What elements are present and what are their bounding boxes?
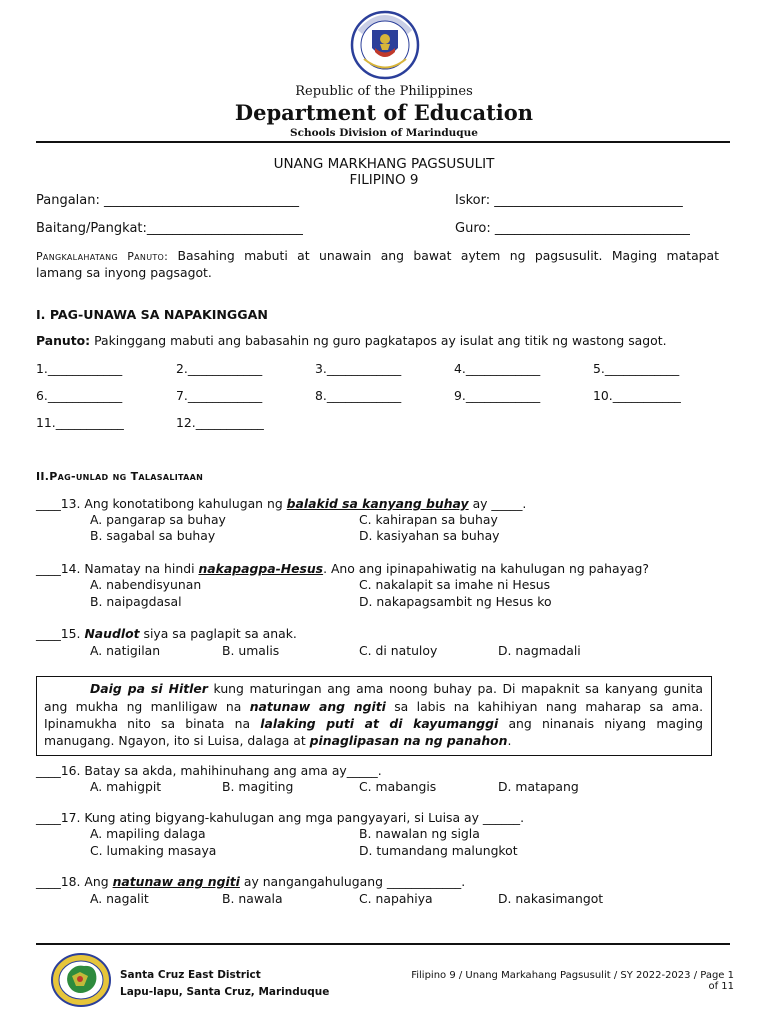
question-18-choice-a[interactable]: A. nagalit bbox=[90, 891, 149, 906]
name-field[interactable]: Pangalan: ______________________________ bbox=[36, 193, 300, 208]
question-18-choice-b[interactable]: B. nawala bbox=[222, 891, 283, 906]
department-title: Department of Education bbox=[234, 100, 534, 125]
question-15-choice-a[interactable]: A. natigilan bbox=[90, 643, 161, 658]
answer-blank-9[interactable]: 9.____________ bbox=[454, 388, 541, 403]
general-instructions-label: Pangkalahatang Panuto: bbox=[36, 250, 169, 263]
question-15-keyword: Naudlot bbox=[84, 626, 140, 641]
header-divider bbox=[36, 141, 730, 143]
question-17-choice-d[interactable]: D. tumandang malungkot bbox=[359, 843, 518, 858]
part1-directions bbox=[36, 333, 667, 348]
answer-blank-6[interactable]: 6.____________ bbox=[36, 388, 123, 403]
question-18-text-end: ay nangangahulugang ____________. bbox=[239, 874, 466, 889]
answer-blank-2[interactable]: 2.____________ bbox=[176, 361, 263, 376]
question-16-choice-c[interactable]: C. mabangis bbox=[359, 779, 437, 794]
answer-blank-3[interactable]: 3.____________ bbox=[315, 361, 402, 376]
footer-address: Lapu-lapu, Santa Cruz, Marinduque bbox=[120, 986, 330, 998]
passage-line-1 bbox=[90, 681, 703, 696]
passage-text-2a: ang mukha ng manliligaw na bbox=[44, 699, 250, 714]
part1-heading: I. PAG-UNAWA SA NAPAKINGGAN bbox=[36, 307, 268, 322]
question-17-choice-c[interactable]: C. lumaking masaya bbox=[90, 843, 217, 858]
question-15-stem bbox=[36, 626, 297, 641]
question-14-text-end: . Ano ang ipinapahiwatig na kahulugan ng pahayag? bbox=[323, 561, 649, 576]
passage-keyword-1: Daig pa si Hitler bbox=[90, 681, 208, 696]
answer-blank-12[interactable]: 12.___________ bbox=[176, 415, 264, 430]
question-13-stem bbox=[36, 496, 526, 511]
footer-district: Santa Cruz East District bbox=[120, 969, 261, 981]
passage-text-2b: sa labis na kahihiyan nang maharap sa ama. bbox=[385, 699, 704, 714]
question-18-text: ____18. Ang bbox=[36, 874, 113, 889]
general-instructions-line2: lamang sa inyong pagsagot. bbox=[36, 265, 212, 280]
score-field[interactable]: Iskor: _____________________________ bbox=[455, 193, 683, 208]
question-17-choice-b[interactable]: B. nawalan ng sigla bbox=[359, 826, 480, 841]
answer-blank-10[interactable]: 10.___________ bbox=[593, 388, 681, 403]
passage-text-4b: . bbox=[507, 733, 512, 748]
passage-text-4a: manugang. Ngayon, ito si Luisa, dalaga at bbox=[44, 733, 310, 748]
division-label: Schools Division of Marinduque bbox=[290, 127, 478, 139]
question-13-choice-a[interactable]: A. pangarap sa buhay bbox=[90, 512, 226, 527]
answer-blank-1[interactable]: 1.____________ bbox=[36, 361, 123, 376]
answer-blank-7[interactable]: 7.____________ bbox=[176, 388, 263, 403]
passage-text-1: kung maturingan ang ama noong buhay pa. Di mapaknit sa kanyang gunita bbox=[207, 681, 703, 696]
question-13-choice-c[interactable]: C. kahirapan sa buhay bbox=[359, 512, 498, 527]
question-17-stem: ____17. Kung ating bigyang-kahulugan ang mga pangyayari, si Luisa ay ______. bbox=[36, 810, 525, 825]
passage-text-3b: ang ninanais niyang maging bbox=[498, 716, 704, 731]
deped-seal-logo bbox=[350, 10, 420, 80]
passage-line-3 bbox=[44, 716, 703, 731]
general-instructions-line1 bbox=[36, 248, 719, 263]
grade-section-field[interactable]: Baitang/Pangkat:________________________ bbox=[36, 221, 303, 236]
footer-page-info: Filipino 9 / Unang Markahang Pagsusulit / SY 2022-2023 / Page 1 of 11 bbox=[411, 970, 734, 992]
question-16-choice-a[interactable]: A. mahigpit bbox=[90, 779, 162, 794]
question-13-choice-d[interactable]: D. kasiyahan sa buhay bbox=[359, 528, 500, 543]
exam-title: UNANG MARKHANG PAGSUSULIT bbox=[273, 156, 495, 172]
republic-label: Republic of the Philippines bbox=[295, 84, 473, 99]
question-14-keyword: nakapagpa-Hesus bbox=[198, 561, 324, 576]
part1-directions-label: Panuto: bbox=[36, 333, 91, 348]
exam-subject: FILIPINO 9 bbox=[349, 172, 419, 188]
question-13-choice-b[interactable]: B. sagabal sa buhay bbox=[90, 528, 216, 543]
part1-directions-text: Pakinggang mabuti ang babasahin ng guro pagkatapos ay isulat ang titik ng wastong sagot. bbox=[94, 333, 667, 348]
part2-heading: II.Pag-unlad ng Talasalitaan bbox=[36, 470, 204, 483]
passage-line-2 bbox=[44, 699, 703, 714]
question-13-text: ____13. Ang konotatibong kahulugan ng bbox=[36, 496, 287, 511]
question-15-text: ____15. bbox=[36, 626, 85, 641]
passage-keyword-3: lalaking puti at di kayumanggi bbox=[260, 716, 499, 731]
question-14-text: ____14. Namatay na hindi bbox=[36, 561, 199, 576]
question-14-choice-a[interactable]: A. nabendisyunan bbox=[90, 577, 202, 592]
question-16-choice-b[interactable]: B. magiting bbox=[222, 779, 294, 794]
question-18-choice-c[interactable]: C. napahiya bbox=[359, 891, 433, 906]
question-15-choice-d[interactable]: D. nagmadali bbox=[498, 643, 581, 658]
question-16-stem: ____16. Batay sa akda, mahihinuhang ang ama ay_____. bbox=[36, 763, 382, 778]
passage-line-4 bbox=[44, 733, 511, 748]
question-17-choice-a[interactable]: A. mapiling dalaga bbox=[90, 826, 206, 841]
answer-blank-8[interactable]: 8.____________ bbox=[315, 388, 402, 403]
answer-blank-11[interactable]: 11.___________ bbox=[36, 415, 124, 430]
question-18-stem bbox=[36, 874, 465, 889]
answer-blank-5[interactable]: 5.____________ bbox=[593, 361, 680, 376]
question-14-choice-d[interactable]: D. nakapagsambit ng Hesus ko bbox=[359, 594, 552, 609]
question-14-choice-b[interactable]: B. naipagdasal bbox=[90, 594, 182, 609]
passage-text-3a: Ipinamukha nito sa binata na bbox=[44, 716, 261, 731]
question-14-choice-c[interactable]: C. nakalapit sa imahe ni Hesus bbox=[359, 577, 551, 592]
question-13-keyword: balakid sa kanyang buhay bbox=[286, 496, 469, 511]
question-14-stem bbox=[36, 561, 649, 576]
question-18-choice-d[interactable]: D. nakasimangot bbox=[498, 891, 604, 906]
answer-blank-4[interactable]: 4.____________ bbox=[454, 361, 541, 376]
division-logo bbox=[50, 952, 112, 1008]
question-15-text-end: siya sa paglapit sa anak. bbox=[139, 626, 297, 641]
passage-keyword-4: pinaglipasan na ng panahon bbox=[309, 733, 508, 748]
footer-divider bbox=[36, 943, 730, 945]
question-15-choice-c[interactable]: C. di natuloy bbox=[359, 643, 438, 658]
passage-keyword-2: natunaw ang ngiti bbox=[249, 699, 386, 714]
question-15-choice-b[interactable]: B. umalis bbox=[222, 643, 280, 658]
question-16-choice-d[interactable]: D. matapang bbox=[498, 779, 579, 794]
general-instructions-text: Basahing mabuti at unawain ang bawat aytem ng pagsusulit. Maging matapat bbox=[177, 248, 719, 263]
question-13-text-end: ay _____. bbox=[468, 496, 527, 511]
question-18-keyword: natunaw ang ngiti bbox=[112, 874, 240, 889]
teacher-field[interactable]: Guro: ______________________________ bbox=[455, 221, 690, 236]
